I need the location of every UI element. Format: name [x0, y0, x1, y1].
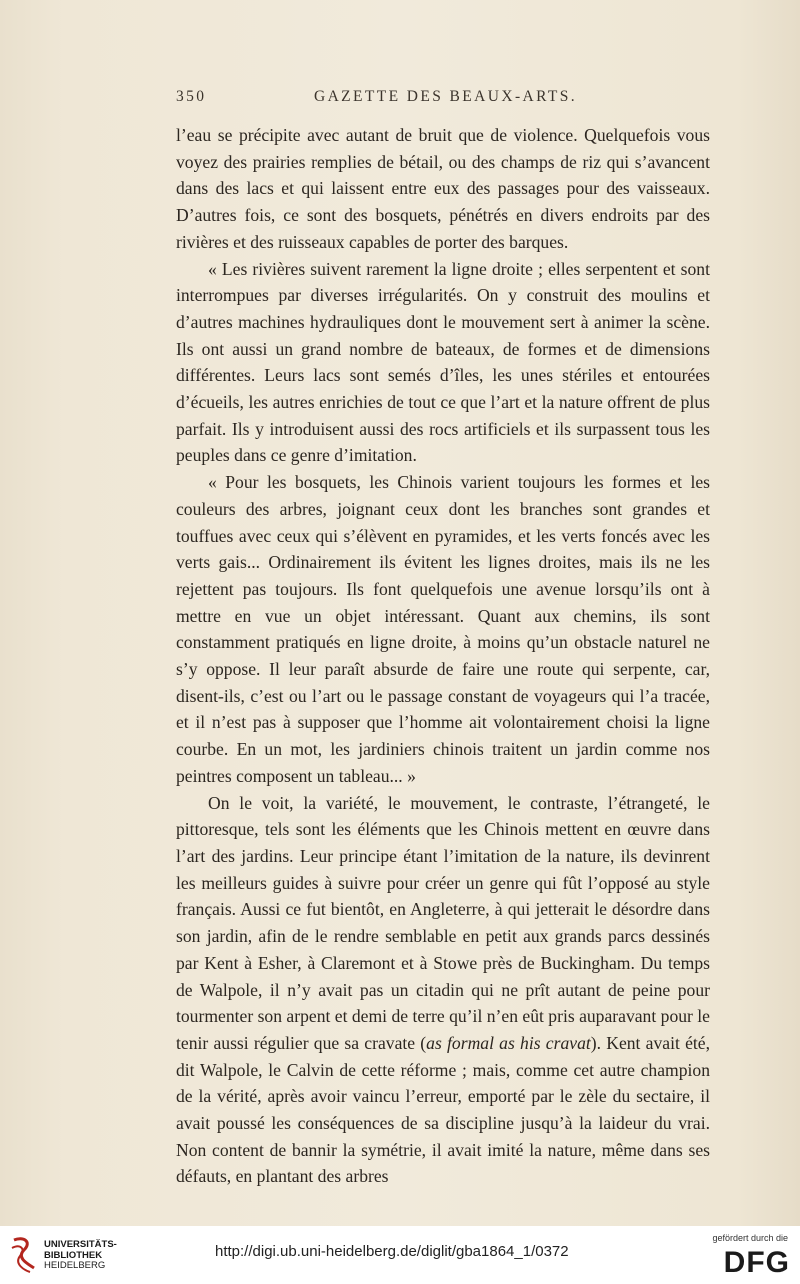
permalink-url[interactable]: http://digi.ub.uni-heidelberg.de/diglit/gba1864_1/0372 — [215, 1243, 569, 1260]
paragraph-2: « Les rivières suivent rarement la ligne droite ; elles serpentent et sont interrompues par diverses irrégularités. On y construit des moulins et d’autres machines hydrauliques dont le mouvement sert à animer la scène. Ils ont aussi un grand nombre de bateaux, de formes et de dimensions différentes. Leurs lacs sont semés d’îles, les unes stériles et entourées d’écueils, les autres enrichies de tout ce que l’art et la nature offrent de plus parfait. Ils y introduisent aussi des rocs artificiels et ils surpassent tous les peuples dans ce genre d’imitation. — [176, 258, 710, 466]
digitization-footer — [0, 1226, 800, 1284]
library-name — [44, 1240, 117, 1272]
library-name-line-2: BIBLIOTHEK — [44, 1249, 103, 1261]
paragraph-3: « Pour les bosquets, les Chinois varient toujours les formes et les couleurs des arbres, joignant ceux dont les branches sont grandes et touffues avec ceux qui s’élèvent en pyramides, et les verts foncés avec les verts gais... Ordinairement ils évitent les lignes droites, mais ils ne les rejettent pas toujours. Ils font quelquefois une avenue lorsqu’ils ont à mettre en vue un objet intéressant. Quant aux chemins, ils sont constamment pratiqués en ligne droite, à moins qu’un obstacle naturel ne s’y oppose. Il leur paraît absurde de faire une route qui serpente, car, disent-ils, c’est ou l’art ou le passage constant de voyageurs qui l’a tracée, et il n’est pas à supposer que l’homme ait volontairement choisi la ligne courbe. En un mot, les jardiniers chinois traitent un jardin comme nos peintres composent un tableau... » — [176, 472, 710, 786]
dfg-caption: gefördert durch die — [712, 1233, 788, 1243]
paragraph-4-text-b: ). Kent avait été, dit Walpole, le Calvin de cette réforme ; mais, comme cet autre champion de la vérité, après avoir vaincu l’erreur, emporté par le zèle du sectaire, il avait poussé les conséquences de sa discipline jusqu’à la laideur du vrai. Non content de bannir la symétrie, il avait imité la nature, même dans ses défauts, en plantant des arbres — [176, 1032, 710, 1187]
library-logo-icon — [8, 1234, 38, 1274]
paragraph-4-italic-quote: as formal as his cravat — [426, 1032, 591, 1053]
page-number: 350 — [176, 88, 207, 105]
paragraph-4 — [176, 790, 710, 1191]
paragraph-1: l’eau se précipite avec autant de bruit que de violence. Quelquefois vous voyez des prairies remplies de bétail, ou des champs de riz qui s’avancent dans des lacs et qui laissent entre eux des passages pour des vaisseaux. D’autres fois, ce sont des bosquets, pénétrés en divers endroits par des rivières et des ruisseaux capables de porter des barques. — [176, 125, 710, 252]
library-name-line-3: HEIDELBERG — [44, 1260, 106, 1271]
body-text — [176, 122, 710, 1190]
paragraph-4-text-a: On le voit, la variété, le mouvement, le contraste, l’étrangeté, le pittoresque, tels sont les éléments que les Chinois mettent en œuvre dans l’art des jardins. Leur principe étant l’imitation de la nature, ils devinrent les meilleurs guides à suivre pour créer un genre qui fût l’opposé au style français. Aussi ce fut bientôt, en Angleterre, à qui jetterait le désordre dans son jardin, afin de le rendre semblable en petit aux grands parcs dessinés par Kent à Esher, à Claremont et à Stowe près de Buckingham. Du temps de Walpole, il n’y avait pas un citadin qui ne prît autant de peine pour tourmenter son arpent et demi de terre qu’il n’en eût pris auparavant pour le tenir aussi régulier que sa cravate ( — [176, 792, 710, 1053]
library-name-line-1: UNIVERSITÄTS- — [44, 1239, 117, 1250]
page-header — [176, 88, 710, 110]
dfg-logo: DFG — [723, 1246, 790, 1279]
running-title: GAZETTE DES BEAUX-ARTS. — [314, 88, 578, 105]
